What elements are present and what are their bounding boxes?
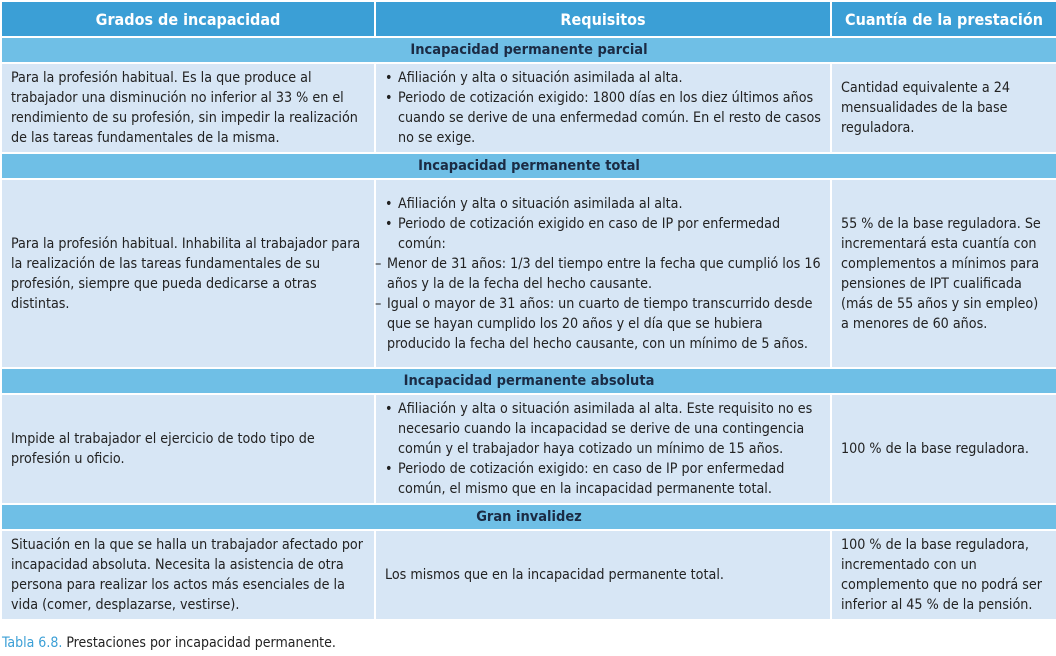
section-title: Incapacidad permanente total — [1, 153, 1056, 179]
section-row — [1, 368, 1056, 394]
requisito-item: • Periodo de cotización exigido: 1800 días en los diez últimos años cuando se derive de una enfermedad común. En el resto de casos no se exige. — [385, 88, 821, 148]
requisitos-list — [385, 68, 821, 148]
cuantia-cell: 55 % de la base reguladora. Se incrementará esta cuantía con complementos a mínimos para pensiones de IPT cualificada (más de 55 años y sin empleo) a menores de 60 años. — [831, 179, 1056, 368]
requisitos-cell — [375, 179, 831, 368]
grado-cell: Para la profesión habitual. Inhabilita al trabajador para la realización de las tareas fundamentales de su profesión, siempre que pueda dedicarse a otras distintas. — [1, 179, 375, 368]
cuantia-cell: 100 % de la base reguladora. — [831, 394, 1056, 504]
table-row — [1, 179, 1056, 368]
sub-requisito-item: – Igual o mayor de 31 años: un cuarto de tiempo transcurrido desde que se hayan cumplido los 20 años y el día que se hubiera producido la fecha del hecho causante, con un mínimo de 5 años. — [375, 294, 821, 354]
section-title: Incapacidad permanente parcial — [1, 37, 1056, 63]
requisito-item: • Afiliación y alta o situación asimilada al alta. Este requisito no es necesario cuando la incapacidad se derive de una contingencia común y el trabajador haya cotizado un mínimo de 15 años. — [385, 399, 821, 459]
header-cuantia: Cuantía de la prestación — [831, 1, 1056, 37]
table-row — [1, 530, 1056, 620]
grado-cell: Para la profesión habitual. Es la que produce al trabajador una disminución no inferior al 33 % en el rendimiento de su profesión, sin impedir la realización de las tareas fundamentales de la misma. — [1, 63, 375, 153]
requisitos-list — [385, 399, 821, 499]
requisito-item: • Periodo de cotización exigido en caso de IP por enfermedad común: — [385, 214, 821, 254]
requisito-item: • Periodo de cotización exigido: en caso de IP por enfermedad común, el mismo que en la incapacidad permanente total. — [385, 459, 821, 499]
header-row — [1, 1, 1056, 37]
table-caption — [2, 635, 336, 651]
sub-requisitos-list — [385, 254, 821, 354]
cuantia-cell: Cantidad equivalente a 24 mensualidades de la base reguladora. — [831, 63, 1056, 153]
section-row — [1, 504, 1056, 530]
requisitos-cell — [375, 63, 831, 153]
requisitos-cell — [375, 394, 831, 504]
section-row — [1, 153, 1056, 179]
cuantia-cell: 100 % de la base reguladora, incrementado con un complemento que no podrá ser inferior al 45 % de la pensión. — [831, 530, 1056, 620]
requisitos-list — [385, 194, 821, 254]
table-row — [1, 63, 1056, 153]
requisito-item: • Afiliación y alta o situación asimilada al alta. — [385, 194, 821, 214]
section-title: Incapacidad permanente absoluta — [1, 368, 1056, 394]
header-grados: Grados de incapacidad — [1, 1, 375, 37]
section-row — [1, 37, 1056, 63]
caption-text: Prestaciones por incapacidad permanente. — [66, 635, 336, 651]
section-title: Gran invalidez — [1, 504, 1056, 530]
grado-cell: Impide al trabajador el ejercicio de todo tipo de profesión u oficio. — [1, 394, 375, 504]
grado-cell: Situación en la que se halla un trabajador afectado por incapacidad absoluta. Necesita la asistencia de otra persona para realizar los actos más esenciales de la vida (comer, desplazarse, vestirse). — [1, 530, 375, 620]
header-requisitos: Requisitos — [375, 1, 831, 37]
requisito-item: • Afiliación y alta o situación asimilada al alta. — [385, 68, 821, 88]
table-row — [1, 394, 1056, 504]
caption-label: Tabla 6.8. — [2, 635, 63, 651]
sub-requisito-item: – Menor de 31 años: 1/3 del tiempo entre la fecha que cumplió los 16 años y la de la fecha del hecho causante. — [375, 254, 821, 294]
requisitos-cell: Los mismos que en la incapacidad permanente total. — [375, 530, 831, 620]
